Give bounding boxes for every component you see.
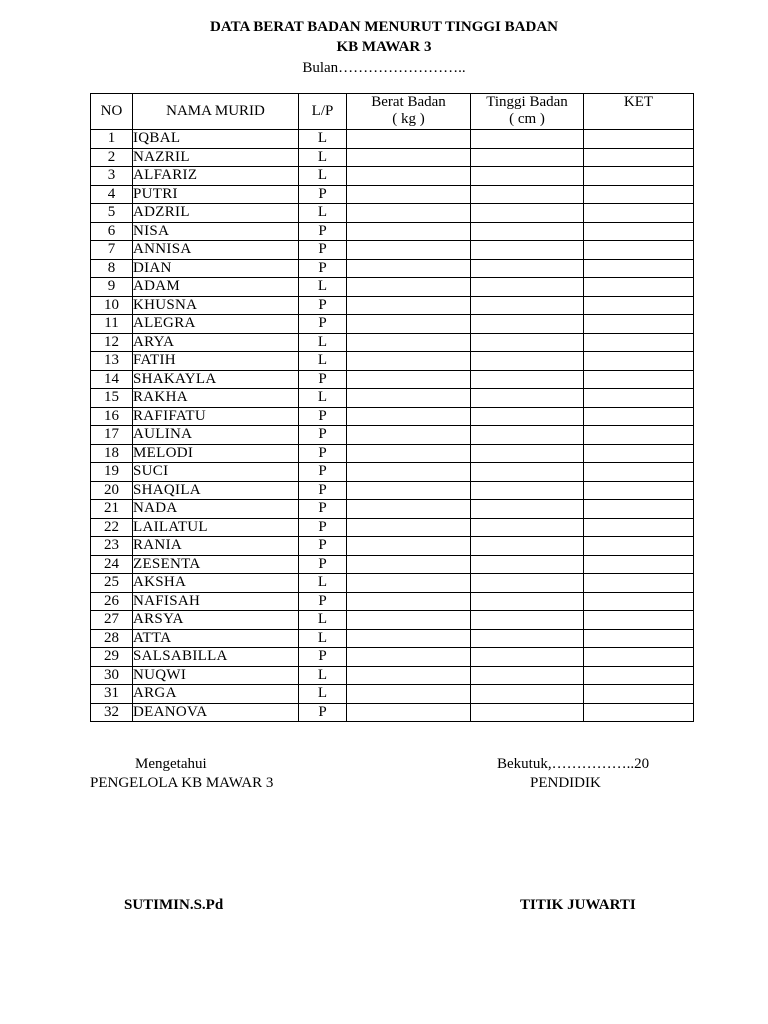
gender-cell: P [299,185,347,204]
header-weight [347,94,471,130]
height-cell [471,315,584,334]
height-cell [471,463,584,482]
table-row [91,574,694,593]
name-cell: LAILATUL [133,518,299,537]
name-cell: ALFARIZ [133,167,299,186]
height-cell [471,389,584,408]
no-cell: 32 [91,703,133,722]
gender-cell: P [299,444,347,463]
table-row [91,204,694,223]
no-cell: 24 [91,555,133,574]
ket-cell [584,444,694,463]
place-date: Bekutuk,……………..20 [497,756,650,772]
no-cell: 20 [91,481,133,500]
gender-cell: L [299,333,347,352]
ket-cell [584,648,694,667]
gender-cell: L [299,666,347,685]
height-cell [471,370,584,389]
manager-name: SUTIMIN.S.Pd [124,897,224,913]
weight-cell [347,130,471,149]
height-cell [471,685,584,704]
ket-cell [584,315,694,334]
gender-cell: L [299,389,347,408]
ket-cell [584,481,694,500]
height-cell [471,278,584,297]
table-row [91,259,694,278]
name-cell: SHAKAYLA [133,370,299,389]
name-cell: FATIH [133,352,299,371]
name-cell: NUQWI [133,666,299,685]
height-cell [471,241,584,260]
gender-cell: P [299,315,347,334]
gender-cell: L [299,167,347,186]
ket-cell [584,185,694,204]
no-cell: 31 [91,685,133,704]
name-cell: NADA [133,500,299,519]
ket-cell [584,611,694,630]
ket-cell [584,352,694,371]
name-cell: NAZRIL [133,148,299,167]
ket-cell [584,463,694,482]
no-cell: 4 [91,185,133,204]
name-cell: IQBAL [133,130,299,149]
table-row [91,463,694,482]
ket-cell [584,426,694,445]
name-cell: ANNISA [133,241,299,260]
height-cell [471,259,584,278]
height-cell [471,444,584,463]
name-cell: DEANOVA [133,703,299,722]
no-cell: 23 [91,537,133,556]
height-cell [471,204,584,223]
height-cell [471,222,584,241]
table-row [91,167,694,186]
table-row [91,703,694,722]
name-cell: RAKHA [133,389,299,408]
name-cell: ATTA [133,629,299,648]
gender-cell: L [299,629,347,648]
name-cell: AULINA [133,426,299,445]
gender-cell: P [299,241,347,260]
table-row [91,389,694,408]
no-cell: 3 [91,167,133,186]
document-title: DATA BERAT BADAN MENURUT TINGGI BADAN [210,19,558,35]
gender-cell: P [299,703,347,722]
gender-cell: P [299,426,347,445]
ket-cell [584,592,694,611]
right-role: PENDIDIK [530,775,601,791]
no-cell: 29 [91,648,133,667]
table-row [91,407,694,426]
no-cell: 7 [91,241,133,260]
gender-cell: L [299,130,347,149]
name-cell: ALEGRA [133,315,299,334]
height-cell [471,407,584,426]
table-row [91,130,694,149]
no-cell: 10 [91,296,133,315]
gender-cell: P [299,259,347,278]
table-row [91,592,694,611]
name-cell: RANIA [133,537,299,556]
gender-cell: L [299,574,347,593]
name-cell: ADZRIL [133,204,299,223]
no-cell: 18 [91,444,133,463]
height-cell [471,537,584,556]
ket-cell [584,666,694,685]
weight-cell [347,500,471,519]
table-row [91,537,694,556]
table-row [91,444,694,463]
no-cell: 1 [91,130,133,149]
weight-cell [347,241,471,260]
ket-cell [584,389,694,408]
no-cell: 21 [91,500,133,519]
gender-cell: L [299,278,347,297]
ket-cell [584,685,694,704]
name-cell: AKSHA [133,574,299,593]
height-cell [471,352,584,371]
no-cell: 9 [91,278,133,297]
table-row [91,352,694,371]
name-cell: PUTRI [133,185,299,204]
table-row [91,666,694,685]
weight-cell [347,574,471,593]
gender-cell: P [299,518,347,537]
weight-cell [347,389,471,408]
table-row [91,241,694,260]
height-cell [471,426,584,445]
header-gender: L/P [299,94,347,130]
table-row [91,648,694,667]
name-cell: ARYA [133,333,299,352]
no-cell: 11 [91,315,133,334]
height-cell [471,555,584,574]
height-cell [471,611,584,630]
ket-cell [584,167,694,186]
ket-cell [584,407,694,426]
table-row [91,370,694,389]
table-row [91,685,694,704]
name-cell: NAFISAH [133,592,299,611]
no-cell: 2 [91,148,133,167]
name-cell: ARGA [133,685,299,704]
ket-cell [584,222,694,241]
no-cell: 15 [91,389,133,408]
name-cell: NISA [133,222,299,241]
gender-cell: L [299,204,347,223]
name-cell: ADAM [133,278,299,297]
no-cell: 16 [91,407,133,426]
ket-cell [584,537,694,556]
no-cell: 17 [91,426,133,445]
name-cell: SALSABILLA [133,648,299,667]
header-weight-label: Berat Badan [371,94,446,110]
no-cell: 26 [91,592,133,611]
weight-cell [347,407,471,426]
height-cell [471,703,584,722]
weight-cell [347,648,471,667]
weight-cell [347,148,471,167]
table-row [91,555,694,574]
table-row [91,315,694,334]
header-weight-unit: ( kg ) [392,111,425,127]
table-row [91,148,694,167]
weight-cell [347,167,471,186]
table-row [91,426,694,445]
weight-cell [347,463,471,482]
height-cell [471,481,584,500]
no-cell: 30 [91,666,133,685]
height-cell [471,666,584,685]
gender-cell: P [299,555,347,574]
gender-cell: P [299,222,347,241]
weight-cell [347,518,471,537]
weight-cell [347,370,471,389]
weight-cell [347,555,471,574]
weight-cell [347,444,471,463]
table-row [91,481,694,500]
table-row [91,518,694,537]
weight-cell [347,222,471,241]
document-subtitle-school: KB MAWAR 3 [336,39,432,55]
no-cell: 13 [91,352,133,371]
ket-cell [584,574,694,593]
ket-cell [584,500,694,519]
weight-cell [347,315,471,334]
name-cell: SHAQILA [133,481,299,500]
no-cell: 19 [91,463,133,482]
ket-cell [584,629,694,648]
no-cell: 14 [91,370,133,389]
header-no: NO [91,94,133,130]
ket-cell [584,204,694,223]
height-cell [471,518,584,537]
height-cell [471,148,584,167]
no-cell: 5 [91,204,133,223]
table-row [91,333,694,352]
name-cell: DIAN [133,259,299,278]
no-cell: 22 [91,518,133,537]
gender-cell: P [299,370,347,389]
name-cell: ZESENTA [133,555,299,574]
name-cell: SUCI [133,463,299,482]
left-caption: Mengetahui [135,756,207,772]
no-cell: 28 [91,629,133,648]
ket-cell [584,333,694,352]
ket-cell [584,703,694,722]
weight-cell [347,333,471,352]
height-cell [471,167,584,186]
table-row [91,222,694,241]
height-cell [471,648,584,667]
student-table [90,93,694,722]
table-row [91,629,694,648]
left-role: PENGELOLA KB MAWAR 3 [90,775,274,791]
table-row [91,500,694,519]
gender-cell: P [299,537,347,556]
gender-cell: L [299,352,347,371]
gender-cell: P [299,296,347,315]
weight-cell [347,296,471,315]
weight-cell [347,666,471,685]
weight-cell [347,278,471,297]
weight-cell [347,426,471,445]
gender-cell: P [299,592,347,611]
table-row [91,296,694,315]
weight-cell [347,537,471,556]
ket-cell [584,278,694,297]
header-height-label: Tinggi Badan [486,94,568,110]
gender-cell: L [299,611,347,630]
table-row [91,278,694,297]
gender-cell: L [299,685,347,704]
header-name: NAMA MURID [133,94,299,130]
ket-cell [584,370,694,389]
table-body [91,130,694,722]
teacher-name: TITIK JUWARTI [520,897,636,913]
height-cell [471,296,584,315]
header-height [471,94,584,130]
month-field: Bulan…………………….. [302,60,466,76]
no-cell: 6 [91,222,133,241]
gender-cell: P [299,481,347,500]
table-header-row [91,94,694,130]
height-cell [471,185,584,204]
header-height-unit: ( cm ) [509,111,545,127]
table-row [91,185,694,204]
weight-cell [347,611,471,630]
no-cell: 25 [91,574,133,593]
ket-cell [584,241,694,260]
height-cell [471,500,584,519]
ket-cell [584,148,694,167]
name-cell: RAFIFATU [133,407,299,426]
ket-cell [584,555,694,574]
weight-cell [347,629,471,648]
weight-cell [347,204,471,223]
name-cell: ARSYA [133,611,299,630]
no-cell: 27 [91,611,133,630]
weight-cell [347,481,471,500]
weight-cell [347,592,471,611]
gender-cell: P [299,463,347,482]
weight-cell [347,685,471,704]
name-cell: MELODI [133,444,299,463]
height-cell [471,130,584,149]
weight-cell [347,259,471,278]
no-cell: 12 [91,333,133,352]
ket-cell [584,296,694,315]
weight-cell [347,185,471,204]
ket-cell [584,259,694,278]
gender-cell: P [299,648,347,667]
name-cell: KHUSNA [133,296,299,315]
gender-cell: L [299,148,347,167]
height-cell [471,333,584,352]
gender-cell: P [299,407,347,426]
ket-cell [584,130,694,149]
weight-cell [347,352,471,371]
height-cell [471,574,584,593]
no-cell: 8 [91,259,133,278]
ket-cell [584,518,694,537]
table-row [91,611,694,630]
height-cell [471,592,584,611]
weight-cell [347,703,471,722]
header-ket: KET [584,94,694,130]
height-cell [471,629,584,648]
gender-cell: P [299,500,347,519]
